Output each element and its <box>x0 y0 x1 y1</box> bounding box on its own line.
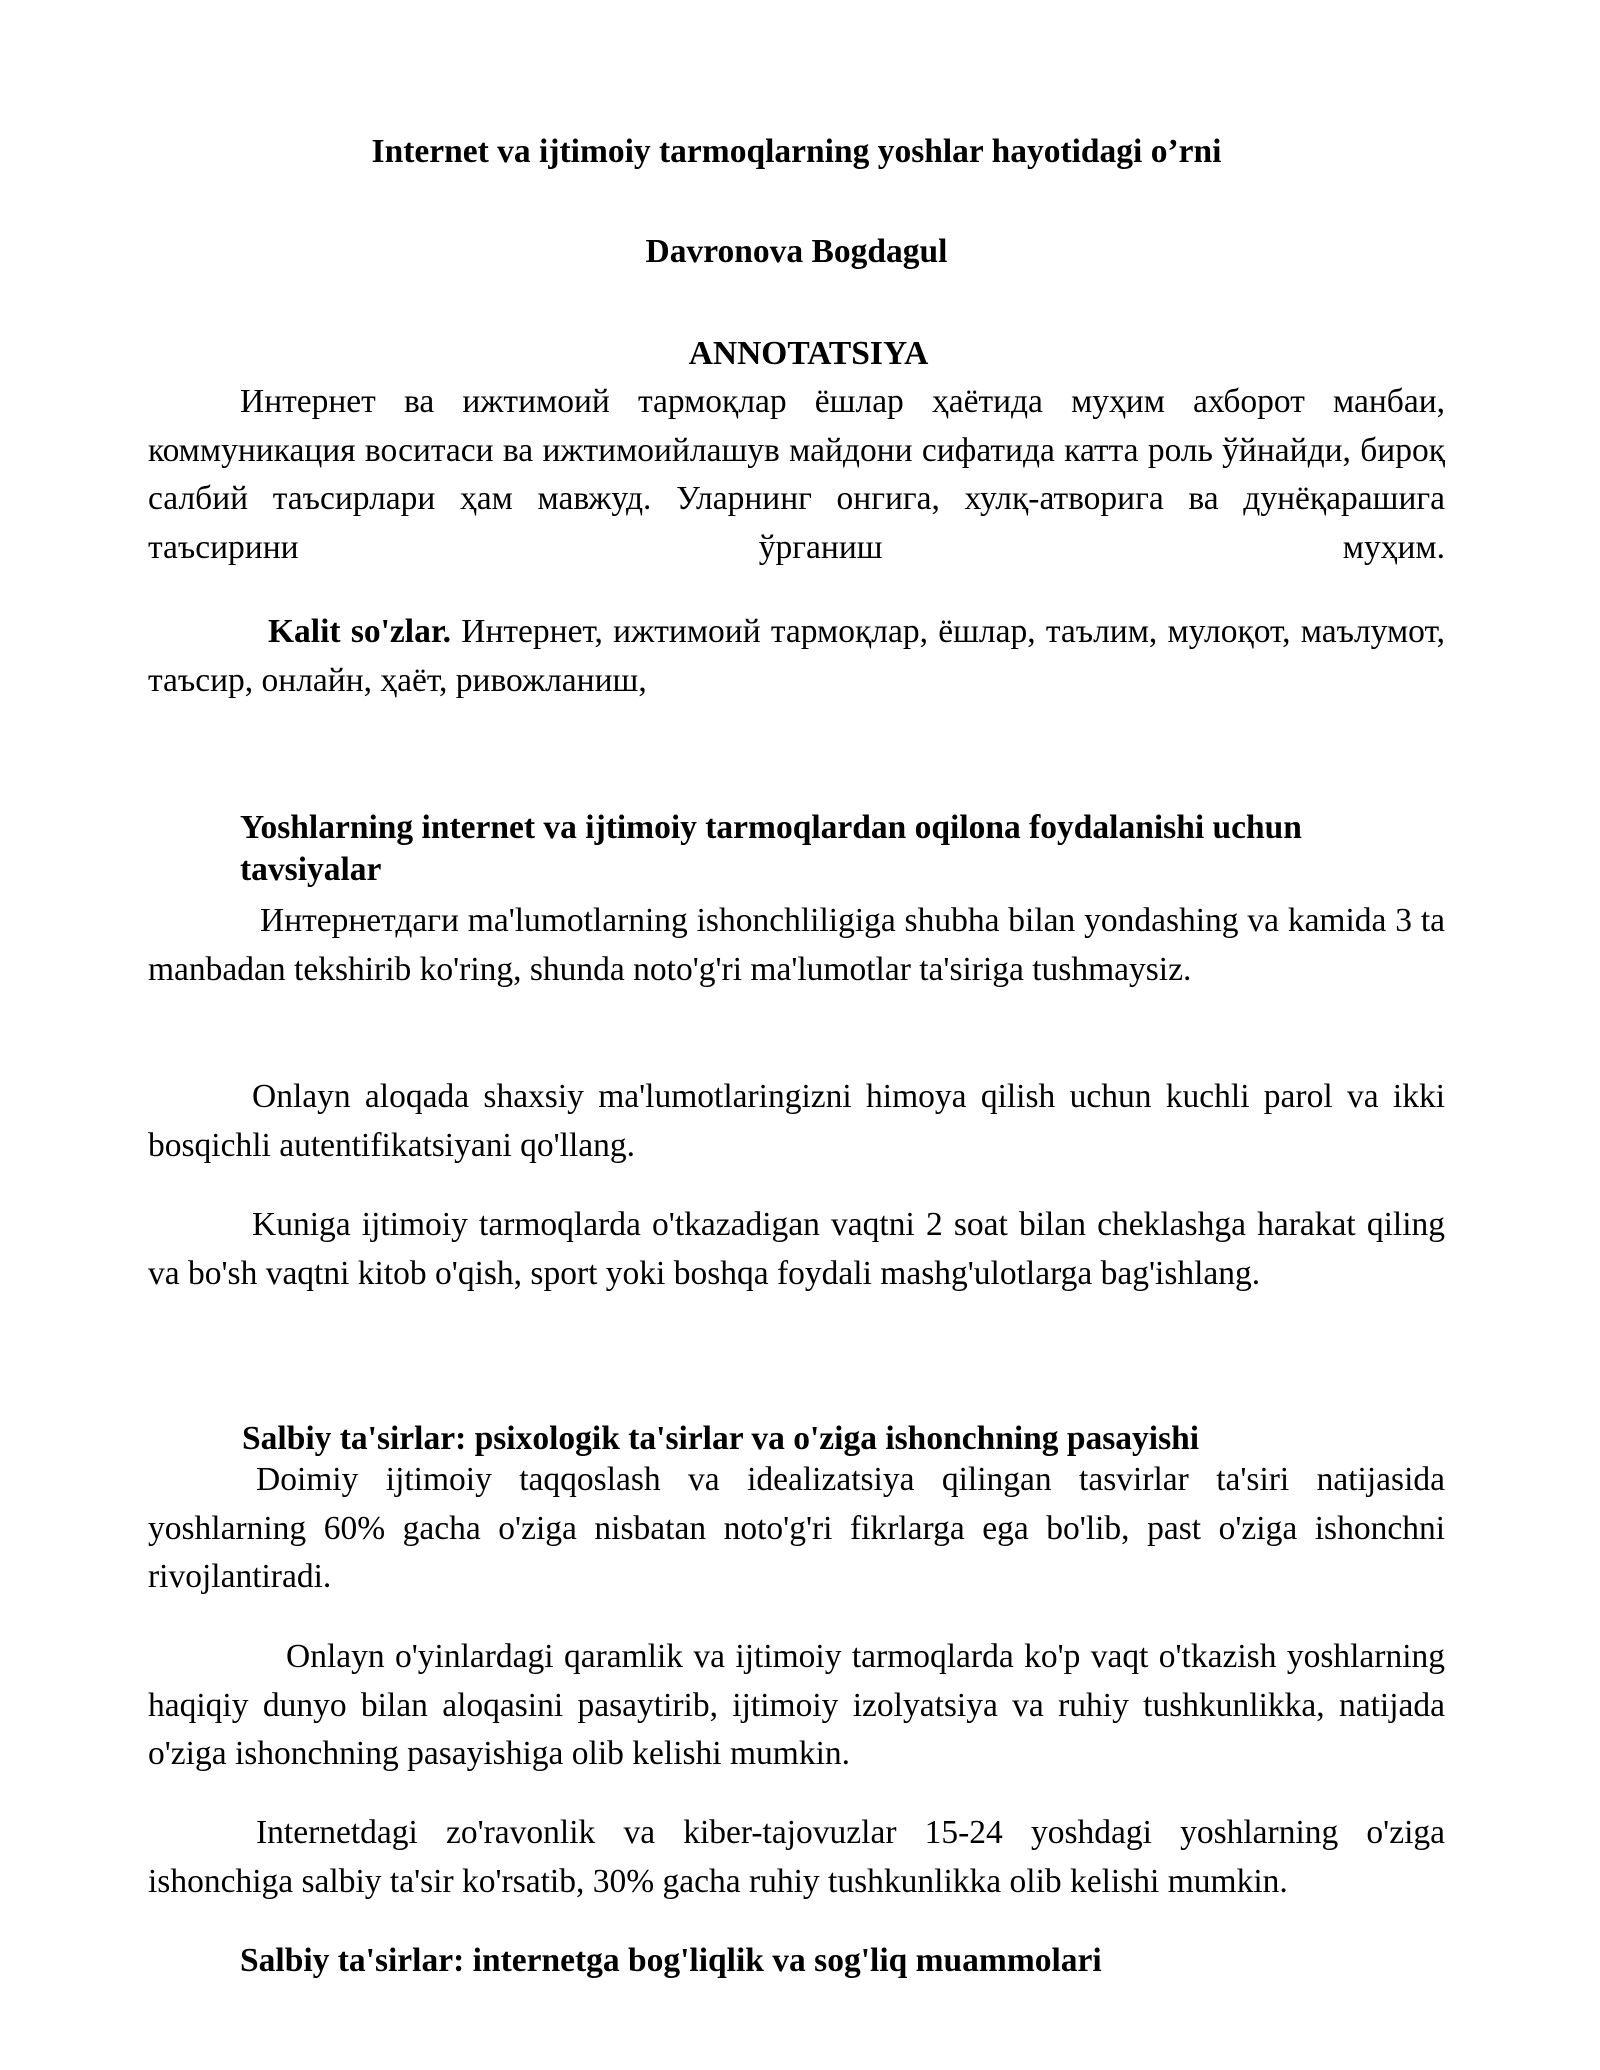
paragraph-social-comparison: Doimiy ijtimoiy taqqoslash va idealizatsiya qilingan tasvirlar ta'siri natijasida yoshlarning 60% gacha o'ziga nisbatan noto'g'ri fikrlarga ega bo'lib, past o'ziga ishonchni rivojlantiradi. <box>148 1461 1445 1595</box>
section-heading-recommendations: Yoshlarning internet va ijtimoiy tarmoqlardan oqilona foydalanishi uchun tavsiyalar <box>240 809 1302 888</box>
paragraph-limit-time: Kuniga ijtimoiy tarmoqlarda o'tkazadigan vaqtni 2 soat bilan cheklashga harakat qiling va bo'sh vaqtni kitob o'qish, sport yoki boshqa foydali mashg'ulotlarga bag'ishlang. <box>148 1206 1445 1292</box>
keywords-label: Kalit so'zlar. <box>268 613 452 650</box>
paragraph-gaming-addiction: Onlayn o'yinlardagi qaramlik va ijtimoiy tarmoqlarda ko'p vaqt o'tkazish yoshlarning haqiqiy dunyo bilan aloqasini pasaytirib, ijtimoiy izolyatsiya va ruhiy tushkunlikka, natijada o'ziga ishonchning pasayishiga olib kelishi mumkin. <box>148 1638 1445 1772</box>
paragraph-protect-data: Onlayn aloqada shaxsiy ma'lumotlaringizni himoya qilish uchun kuchli parol va ikki bosqichli autentifikatsiyani qo'llang. <box>148 1078 1445 1164</box>
keywords-text: Интернет, ижтимоий тармоқлар, ёшлар, таълим, мулоқот, маълумот, таъсир, онлайн, ҳаёт, ривожланиш, <box>148 613 1445 699</box>
paragraph-cyberbullying: Internetdagi zo'ravonlik va kiber-tajovuzlar 15-24 yoshdagi yoshlarning o'ziga ishonchiga salbiy ta'sir ko'rsatib, 30% gacha ruhiy tushkunlikka olib kelishi mumkin. <box>148 1814 1445 1900</box>
paragraph-verify-information: Интернетдаги ma'lumotlarning ishonchliligiga shubha bilan yondashing va kamida 3 ta manbadan tekshirib ko'ring, shunda noto'g'ri ma'lumotlar ta'siriga tushmaysiz. <box>148 902 1445 988</box>
keywords-paragraph <box>148 608 1445 705</box>
author-name: Davronova Bogdagul <box>645 233 948 270</box>
section-heading-psychological-effects: Salbiy ta'sirlar: psixologik ta'sirlar va o'ziga ishonchning pasayishi <box>242 1420 1200 1457</box>
annotation-paragraph: Интернет ва ижтимоий тармоқлар ёшлар ҳаётида муҳим ахборот манбаи, коммуникация воситаси ва ижтимоийлашув майдони сифатида катта роль ўйнайди, бироқ салбий таъсирлари ҳам мавжуд. Уларнинг онгига, хулқ-атворига ва дунёқарашига таъсирини ўрганиш муҳим. <box>148 383 1445 566</box>
section-heading-health-problems: Salbiy ta'sirlar: internetga bog'liqlik va sog'liq muammolari <box>240 1942 1102 1979</box>
document-title: Internet va ijtimoiy tarmoqlarning yoshlar hayotidagi o’rni <box>371 133 1222 170</box>
annotation-heading: ANNOTATSIYA <box>688 335 929 372</box>
